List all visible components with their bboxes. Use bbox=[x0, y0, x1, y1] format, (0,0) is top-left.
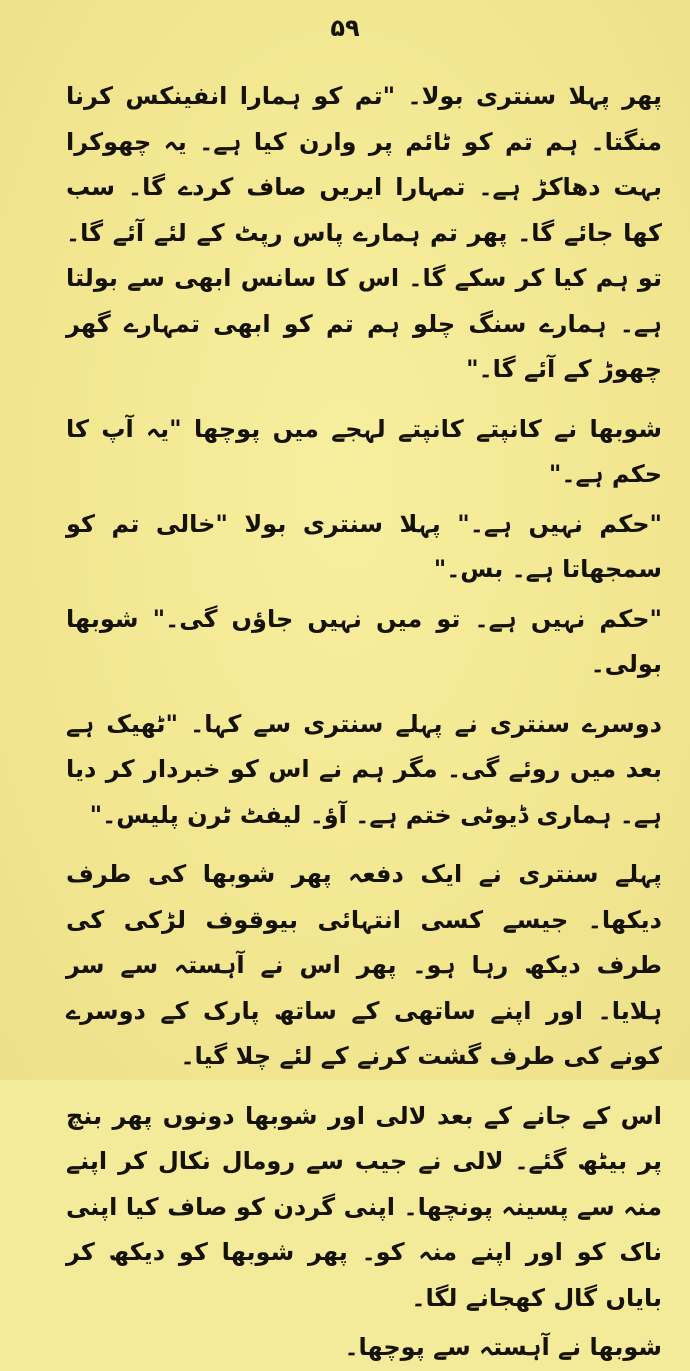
paragraph-6: پہلے سنتری نے ایک دفعہ پھر شوبھا کی طرف دیکھا۔ جیسے کسی انتہائی بیوقوف لڑکی کی طرف دیکھ رہا ہو۔ پھر اس نے آہستہ سے سر ہلایا۔ اور اپنے ساتھی کے ساتھ پارک کے دوسرے کونے کی طرف گشت کرنے کے لئے چلا گیا۔ bbox=[66, 860, 662, 1070]
paragraph-1: پھر پہلا سنتری بولا۔ "تم کو ہمارا انفینکس کرنا منگتا۔ ہم تم کو ٹائم پر وارن کیا ہے۔ یہ چھوکرا بہت دھاکڑ ہے۔ تمہارا ایریں صاف کردے گا۔ سب کھا جائے گا۔ پھر تم ہمارے پاس رپٹ کے لئے آئے گا۔ تو ہم کیا کر سکے گا۔ اس کا سانس ابھی سے بولتا ہے۔ ہمارے سنگ چلو ہم تم کو ابھی تمہارے گھر چھوڑ کے آئے گا۔" bbox=[66, 82, 662, 383]
page-text-body bbox=[66, 74, 662, 1371]
paragraph-5: دوسرے سنتری نے پہلے سنتری سے کہا۔ "ٹھیک ہے بعد میں روئے گی۔ مگر ہم نے اس کو خبردار کر دیا ہے۔ ہماری ڈیوٹی ختم ہے۔ آؤ۔ لیفٹ ٹرن پلیس۔" bbox=[66, 709, 662, 829]
paragraph-2: شوبھا نے کانپتے کانپتے لہجے میں پوچھا "یہ آپ کا حکم ہے۔" bbox=[66, 414, 662, 488]
paragraph-8: شوبھا نے آہستہ سے پوچھا۔ bbox=[344, 1333, 662, 1361]
paragraph-4: "حکم نہیں ہے۔ تو میں نہیں جاؤں گی۔" شوبھا بولی۔ bbox=[66, 604, 662, 678]
paragraph-3: "حکم نہیں ہے۔" پہلا سنتری بولا "خالی تم کو سمجھاتا ہے۔ بس۔" bbox=[66, 509, 662, 583]
page-number: ۵۹ bbox=[330, 14, 360, 42]
paragraph-7: اس کے جانے کے بعد لالی اور شوبھا دونوں پھر بنچ پر بیٹھ گئے۔ لالی نے جیب سے رومال نکال کر اپنے منہ سے پسینہ پونچھا۔ اپنی گردن کو صاف کیا اپنی ناک کو اور اپنے منہ کو۔ پھر شوبھا کو دیکھ کر بایاں گال کھجانے لگا۔ bbox=[66, 1101, 662, 1312]
